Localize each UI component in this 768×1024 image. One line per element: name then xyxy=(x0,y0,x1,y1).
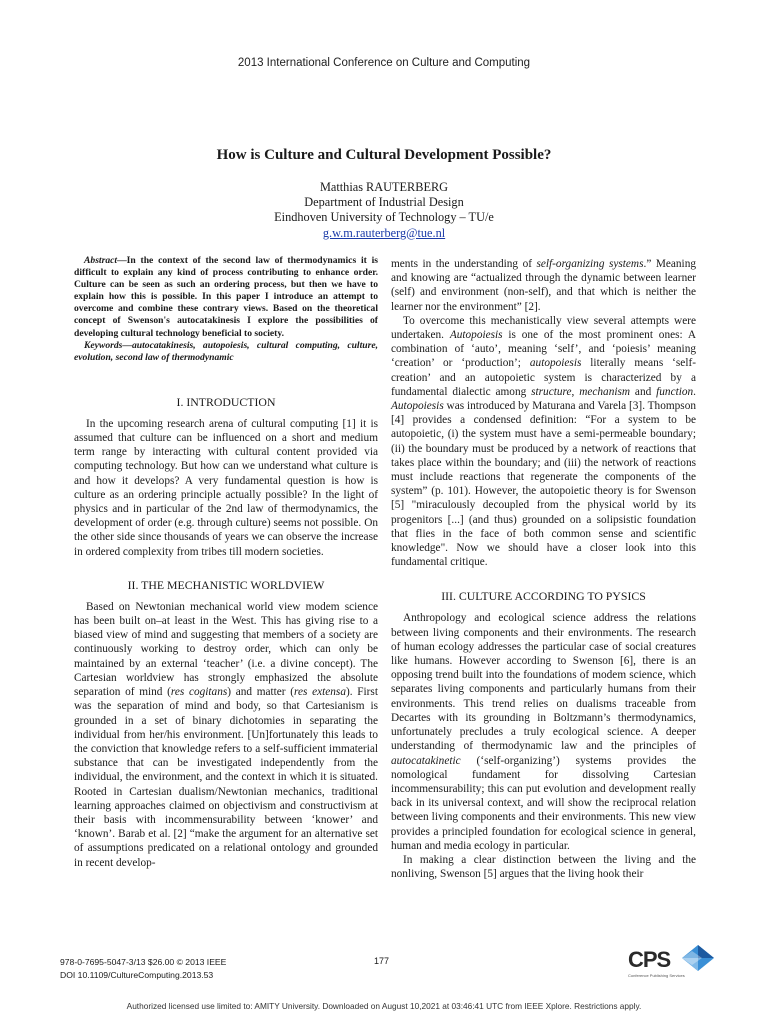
abstract-text: —In the context of the second law of thermodynamics it is difficult to explain any kind of process contributing to enhance order. Culture can be seen as such an ordering process, but then we have to explain how this is possible. In this paper I introduce an attempt to overcome and combine these contrary views. Based on the theoretical concept of Swenson's autocatakinesis I explore the possibilities of developing cultural technology beneficial to society. xyxy=(74,255,378,339)
cps-logo-text: CPS xyxy=(628,947,671,972)
footer-isbn: 978-0-7695-5047-3/13 $26.00 © 2013 IEEE xyxy=(60,957,227,967)
swenson-paragraph: In making a clear distinction between the living and the nonliving, Swenson [5] argues that the living hook their xyxy=(391,853,696,881)
text-run: was introduced by Maturana and Varela [3]. Thompson [4] provides a condensed definition: “For a system to be autopoietic, (i) the system must have a semi-permeable boundary; (ii) the boundary must be produced by a network of reactions that takes place within the boundary; and (iii) the network of reactions must include reactions that regenerate the components of the system” (p. 101). However, the autopoietic theory is for Swenson [5] "miraculously decoupled from the physical world by its progenitors [...] (and thus) grounded on a solipsistic foundation that flies in the face of both common sense and scientific knowledge". Now we should have a closer look into this fundamental critique. xyxy=(391,400,696,569)
keywords-label: Keywords xyxy=(84,339,123,351)
license-notice: Authorized licensed use limited to: AMITY University. Downloaded on August 10,2021 at 03:46:41 UTC from IEEE Xplore. Restrictions apply. xyxy=(126,1001,642,1011)
italic-term: autocatakinetic xyxy=(391,754,461,767)
footer-doi: DOI 10.1109/CultureComputing.2013.53 xyxy=(60,970,214,980)
text-run: ) and matter ( xyxy=(227,686,295,699)
author-email-link[interactable]: g.w.m.rauterberg@tue.nl xyxy=(322,225,446,240)
text-run: and xyxy=(630,385,657,398)
section-heading-mechanistic: II. THE MECHANISTIC WORLDVIEW xyxy=(127,577,325,592)
physics-paragraph xyxy=(391,611,696,852)
text-run: is one of the most prominent ones: A combination of ‘auto’, meaning ‘self’, and ‘poiesis’ meaning ‘creation’ or ‘production’; xyxy=(391,329,696,370)
abstract-label: Abstract xyxy=(84,255,118,266)
text-run: .” Meaning and knowing are “actualized through the dynamic between learner (self) and environment (non-self), and that which is neither the learner nor the environment” [2]. xyxy=(391,258,696,313)
italic-term: res extensa xyxy=(294,686,346,699)
text-run: literally means ‘self-creation’ and an autopoietic system is characterized by a fundamental dialectic among xyxy=(391,357,696,398)
cps-logo-subtext: Conference Publishing Services xyxy=(628,973,685,978)
italic-term: function xyxy=(656,385,694,398)
text-run: . xyxy=(693,385,696,398)
left-column xyxy=(74,255,378,870)
keywords-text: —autocatakinesis, autopoiesis, cultural computing, culture, evolution, second law of thermodynamic xyxy=(74,339,378,363)
footer-publication-info xyxy=(60,956,226,982)
text-run: To overcome this mechanistically view several attempts were undertaken. xyxy=(391,314,696,342)
cps-logo xyxy=(628,943,718,983)
italic-term: res cogitans xyxy=(170,686,228,699)
text-run: , xyxy=(571,385,580,398)
abstract xyxy=(74,255,378,340)
right-column xyxy=(391,257,696,881)
autopoiesis-paragraph xyxy=(391,314,696,570)
italic-term: mechanism xyxy=(579,385,631,398)
author-name: Matthias RAUTERBERG xyxy=(319,180,449,194)
text-run: ). First was the separation of mind and body, so that Cartesianism is grounded in a set of binary dichotomies in separating the individual from her/his environment. [Un]fortunately this leads to the conviction that knowledge refers to a self-sufficient immaterial substance that can be investigated independently from the individual, the environment, and the context in which it is situated. Rooted in Cartesian dualism/Newtonian mechanics, traditional learning approaches claimed on objectivism and constructivism at their basis with incommensurability between ‘knower’ and ‘known’. Barab et al. [2] “make the argument for an alternative set of assumptions predicated on a relational ontology and grounded in recent develop- xyxy=(74,686,378,869)
italic-term: autopoiesis xyxy=(529,357,582,370)
text-run: (‘self-organizing’) systems provides the nomological fundament for dissolving Cartesian incommensurability; this can put evolution and development really back in its universal context, and will show the reciprocal relation between living components and their environments. This new view provides a principled foundation for ecological science in general, human and media ecology in particular. xyxy=(391,754,696,852)
mechanistic-paragraph xyxy=(74,600,378,870)
section-heading-introduction: I. INTRODUCTION xyxy=(176,394,276,409)
text-run: ments in the understanding of xyxy=(391,258,537,270)
conference-header: 2013 International Conference on Culture and Computing xyxy=(237,57,531,69)
italic-term: structure xyxy=(531,385,572,398)
continued-paragraph xyxy=(391,257,696,314)
page-number: 177 xyxy=(374,956,390,966)
text-run: Based on Newtonian mechanical world view modem science has been built on–at least in the West. This has giving rise to a biased view of mind and suggesting that members of a society are continuously working to destroy order, which can only be maintained by an external ‘teacher’ (i.e. a divine concept). The Cartesian worldview has strongly emphasized the absolute separation of mind ( xyxy=(74,600,378,699)
italic-term: self-organizing systems xyxy=(536,258,644,270)
keywords xyxy=(74,340,378,364)
section-heading-physics: III. CULTURE ACCORDING TO PYSICS xyxy=(441,589,646,604)
author-university: Eindhoven University of Technology – TU/e xyxy=(274,210,494,225)
italic-term: Autopoiesis xyxy=(391,400,444,413)
cps-diamond-icon xyxy=(678,943,718,973)
author-block xyxy=(0,180,768,241)
introduction-paragraph: In the upcoming research arena of cultural computing [1] it is assumed that culture can be influenced on a short and medium term range by interacting with cultural content provided via computing technology. But how can we understand what culture is and how it develops? A very fundamental question is how is culture as an ordering principle actually possible? In the light of physics and in particular of the 2nd law of thermodynamics, the development of order (e.g. through culture) seems not possible. On the other side since thousands of years we can observe the increase in ordered complexity from tribes till modern societies. xyxy=(74,417,378,558)
italic-term: Autopoiesis xyxy=(449,329,503,342)
author-department: Department of Industrial Design xyxy=(304,195,464,210)
paper-title: How is Culture and Cultural Development Possible? xyxy=(216,147,552,163)
text-run: Anthropology and ecological science address the relations between living components and their environments. The research of human ecology addresses the particular case of social creatures like humans. However according to Swenson [6], there is an opposing trend built into the foundations of modem science, which separates living components and particularly humans from their environments. This trend relies on dualisms traceable from Decartes with its grounding in Boltzmann’s thermodynamics, unfortunately precludes a truly ecological science. A deeper understanding of thermodynamic law and the principles of xyxy=(391,612,696,753)
